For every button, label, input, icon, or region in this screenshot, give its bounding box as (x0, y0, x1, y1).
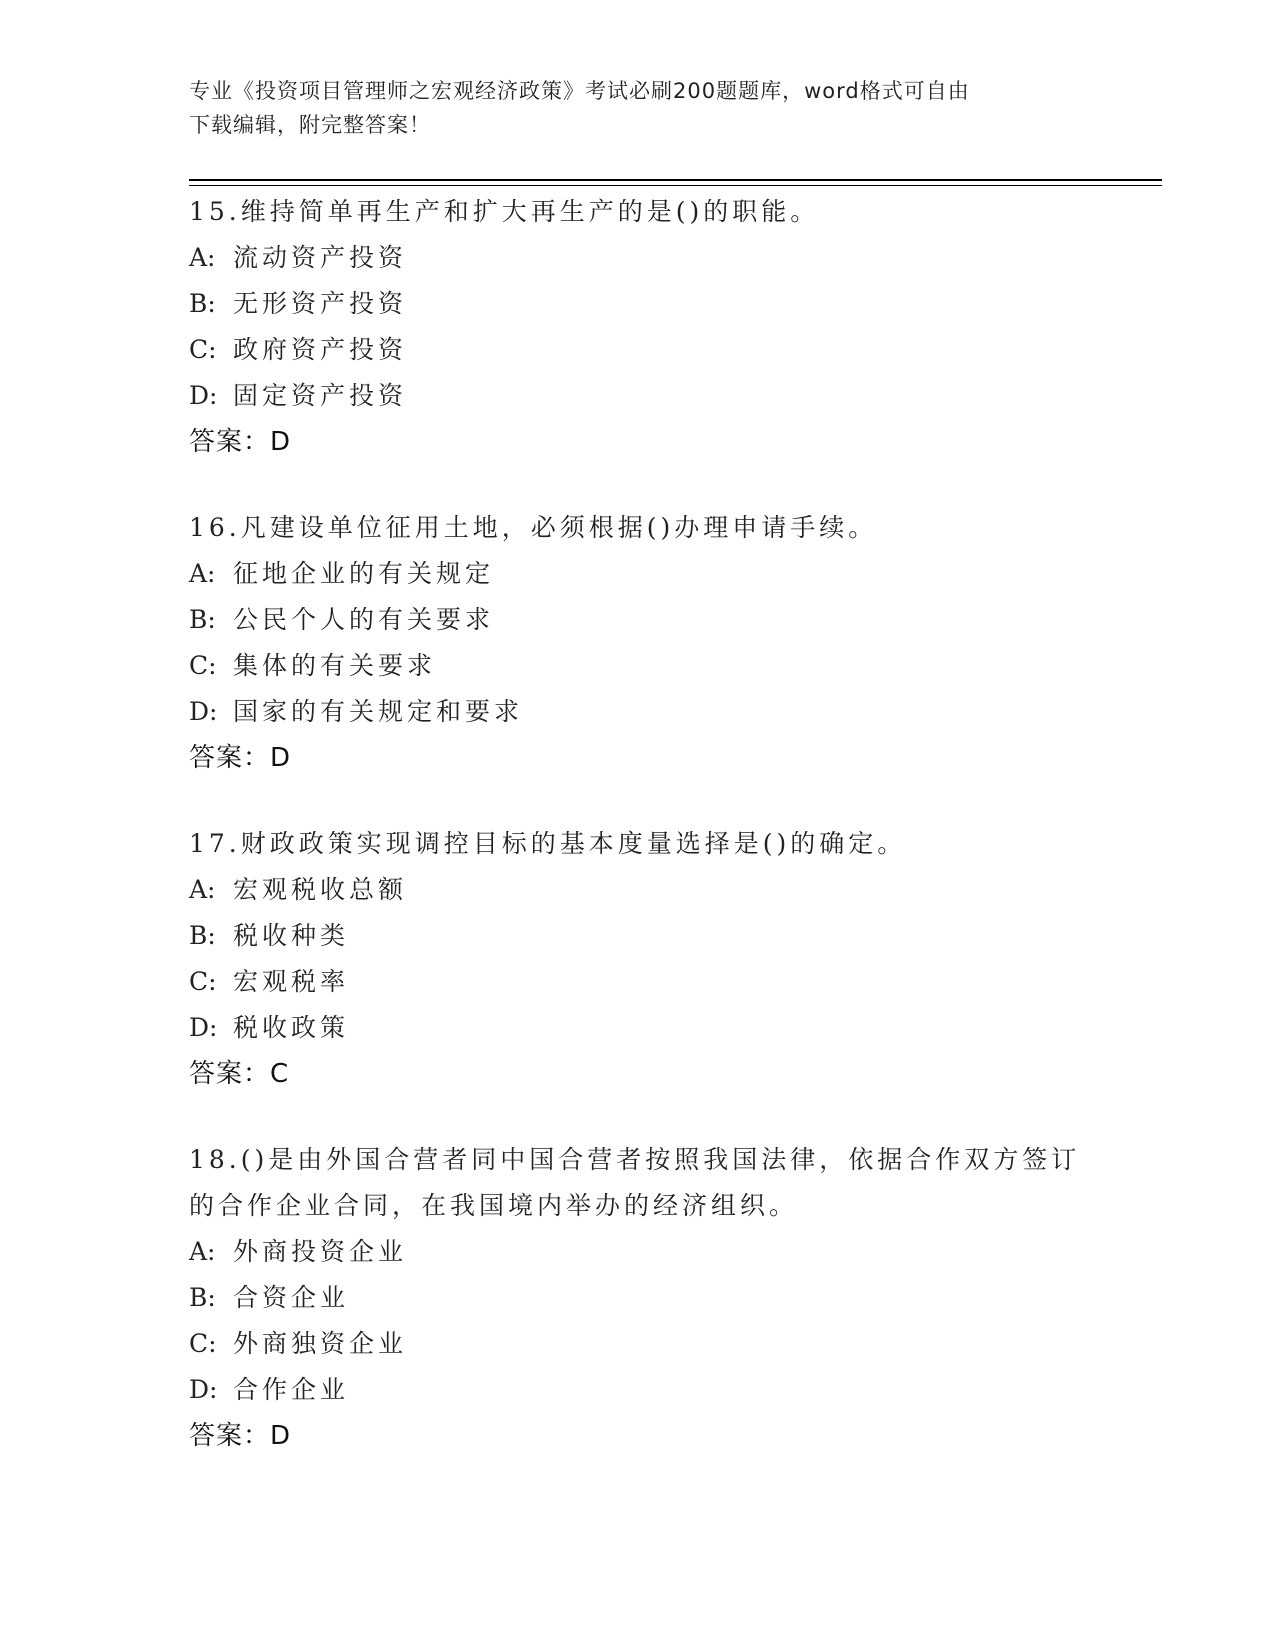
option-letter: B: (189, 605, 216, 634)
header-divider-thin (189, 185, 1162, 186)
option-d (189, 1367, 1089, 1413)
option-letter: A: (189, 559, 216, 588)
document-header (189, 74, 1089, 142)
question-16 (189, 505, 1089, 781)
option-c (189, 327, 1089, 373)
option-letter: D: (189, 1013, 218, 1042)
option-a (189, 235, 1089, 281)
option-text: 固定资产投资 (233, 381, 408, 410)
option-c (189, 643, 1089, 689)
option-letter: D: (189, 697, 218, 726)
question-15 (189, 189, 1089, 465)
option-b (189, 597, 1089, 643)
option-a (189, 1229, 1089, 1275)
option-text: 国家的有关规定和要求 (233, 697, 524, 726)
header-divider-thick (189, 179, 1162, 181)
option-text: 流动资产投资 (233, 243, 408, 272)
answer-line: 答案：D (189, 1421, 292, 1451)
option-letter: B: (189, 921, 216, 950)
option-letter: C: (189, 1329, 217, 1358)
question-stem: 16.凡建设单位征用土地，必须根据()办理申请手续。 (189, 513, 878, 542)
answer-line: 答案：C (189, 1059, 290, 1089)
question-17 (189, 821, 1089, 1097)
option-letter: A: (189, 243, 216, 272)
option-text: 集体的有关要求 (233, 651, 437, 680)
option-b (189, 281, 1089, 327)
question-18 (189, 1137, 1089, 1459)
option-letter: C: (189, 335, 217, 364)
question-stem: 15.维持简单再生产和扩大再生产的是()的职能。 (189, 197, 820, 226)
question-list (189, 189, 1089, 1499)
option-b (189, 1275, 1089, 1321)
option-c (189, 1321, 1089, 1367)
option-letter: C: (189, 651, 217, 680)
option-text: 外商独资企业 (233, 1329, 408, 1358)
option-c (189, 959, 1089, 1005)
option-text: 宏观税收总额 (233, 875, 408, 904)
question-stem: 18.()是由外国合营者同中国合营者按照我国法律，依据合作双方签订的合作企业合同，在我国境内举办的经济组织。 (189, 1145, 1081, 1220)
option-text: 宏观税率 (233, 967, 350, 996)
option-text: 无形资产投资 (233, 289, 408, 318)
option-d (189, 689, 1089, 735)
option-text: 税收政策 (233, 1013, 350, 1042)
answer-line: 答案：D (189, 743, 292, 773)
option-text: 合作企业 (233, 1375, 350, 1404)
header-line-2: 下载编辑，附完整答案！ (189, 113, 431, 137)
option-text: 税收种类 (233, 921, 350, 950)
option-letter: B: (189, 289, 216, 318)
option-letter: A: (189, 1237, 216, 1266)
option-text: 政府资产投资 (233, 335, 408, 364)
option-letter: D: (189, 1375, 218, 1404)
option-letter: C: (189, 967, 217, 996)
option-a (189, 867, 1089, 913)
option-d (189, 373, 1089, 419)
question-stem: 17.财政政策实现调控目标的基本度量选择是()的确定。 (189, 829, 907, 858)
option-text: 合资企业 (233, 1283, 350, 1312)
option-text: 外商投资企业 (233, 1237, 408, 1266)
option-b (189, 913, 1089, 959)
option-d (189, 1005, 1089, 1051)
option-text: 征地企业的有关规定 (233, 559, 495, 588)
option-letter: A: (189, 875, 216, 904)
option-letter: D: (189, 381, 218, 410)
answer-line: 答案：D (189, 427, 292, 457)
option-a (189, 551, 1089, 597)
header-line-1: 专业《投资项目管理师之宏观经济政策》考试必刷200题题库，word格式可自由 (189, 79, 970, 103)
option-text: 公民个人的有关要求 (233, 605, 495, 634)
option-letter: B: (189, 1283, 216, 1312)
